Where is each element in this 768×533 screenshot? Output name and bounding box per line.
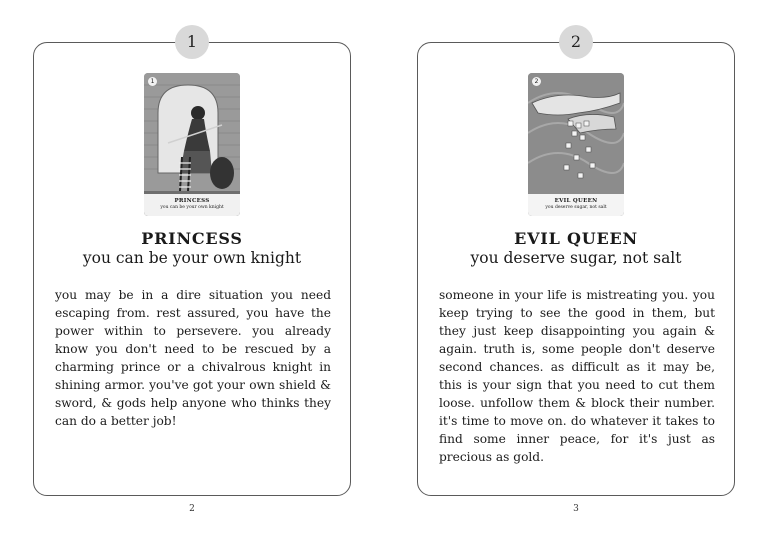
thumbnail-caption (144, 194, 240, 216)
card-body-text: you may be in a dire situation you need escaping from. rest assured, you have the power within to persevere. you already know you don't need to be rescued by a charming prince or a chivalrous knight in shining armor. you've got your own shield & sword, & gods help anyone who thinks they can do a better job! (55, 288, 331, 428)
thumbnail-number: 2 (532, 77, 541, 86)
thumbnail-subtitle: you deserve sugar, not salt (545, 205, 607, 210)
card-body-text: someone in your life is mistreating you. you keep trying to see the good in them, but they just keep disappointing you again & again. truth is, some people don't deserve second chances. as difficult as it may be, this is your sign that you need to cut them loose. unfollow them & block their number. it's time to move on. do whatever it takes to find some inner peace, for it's just as precious as gold. (439, 288, 715, 464)
page-number: 2 (189, 504, 195, 514)
card-frame (33, 42, 351, 496)
thumbnail-caption (528, 194, 624, 216)
card-title: EVIL QUEEN (514, 229, 638, 248)
card-subtitle: you can be your own knight (82, 249, 302, 267)
card-frame (417, 42, 735, 496)
card-subtitle: you deserve sugar, not salt (470, 249, 682, 267)
thumbnail-subtitle: you can be your own knight (160, 205, 224, 210)
page-number: 3 (573, 504, 579, 514)
thumbnail-title: EVIL QUEEN (554, 198, 598, 204)
thumbnail-title: PRINCESS (174, 198, 210, 204)
card-number-badge: 2 (559, 25, 593, 59)
card-illustration-princess (144, 73, 240, 216)
card-number-badge: 1 (175, 25, 209, 59)
thumbnail-number: 1 (148, 77, 157, 86)
card-illustration-evil-queen (528, 73, 624, 216)
right-page (384, 0, 768, 533)
card-title: PRINCESS (141, 229, 243, 248)
